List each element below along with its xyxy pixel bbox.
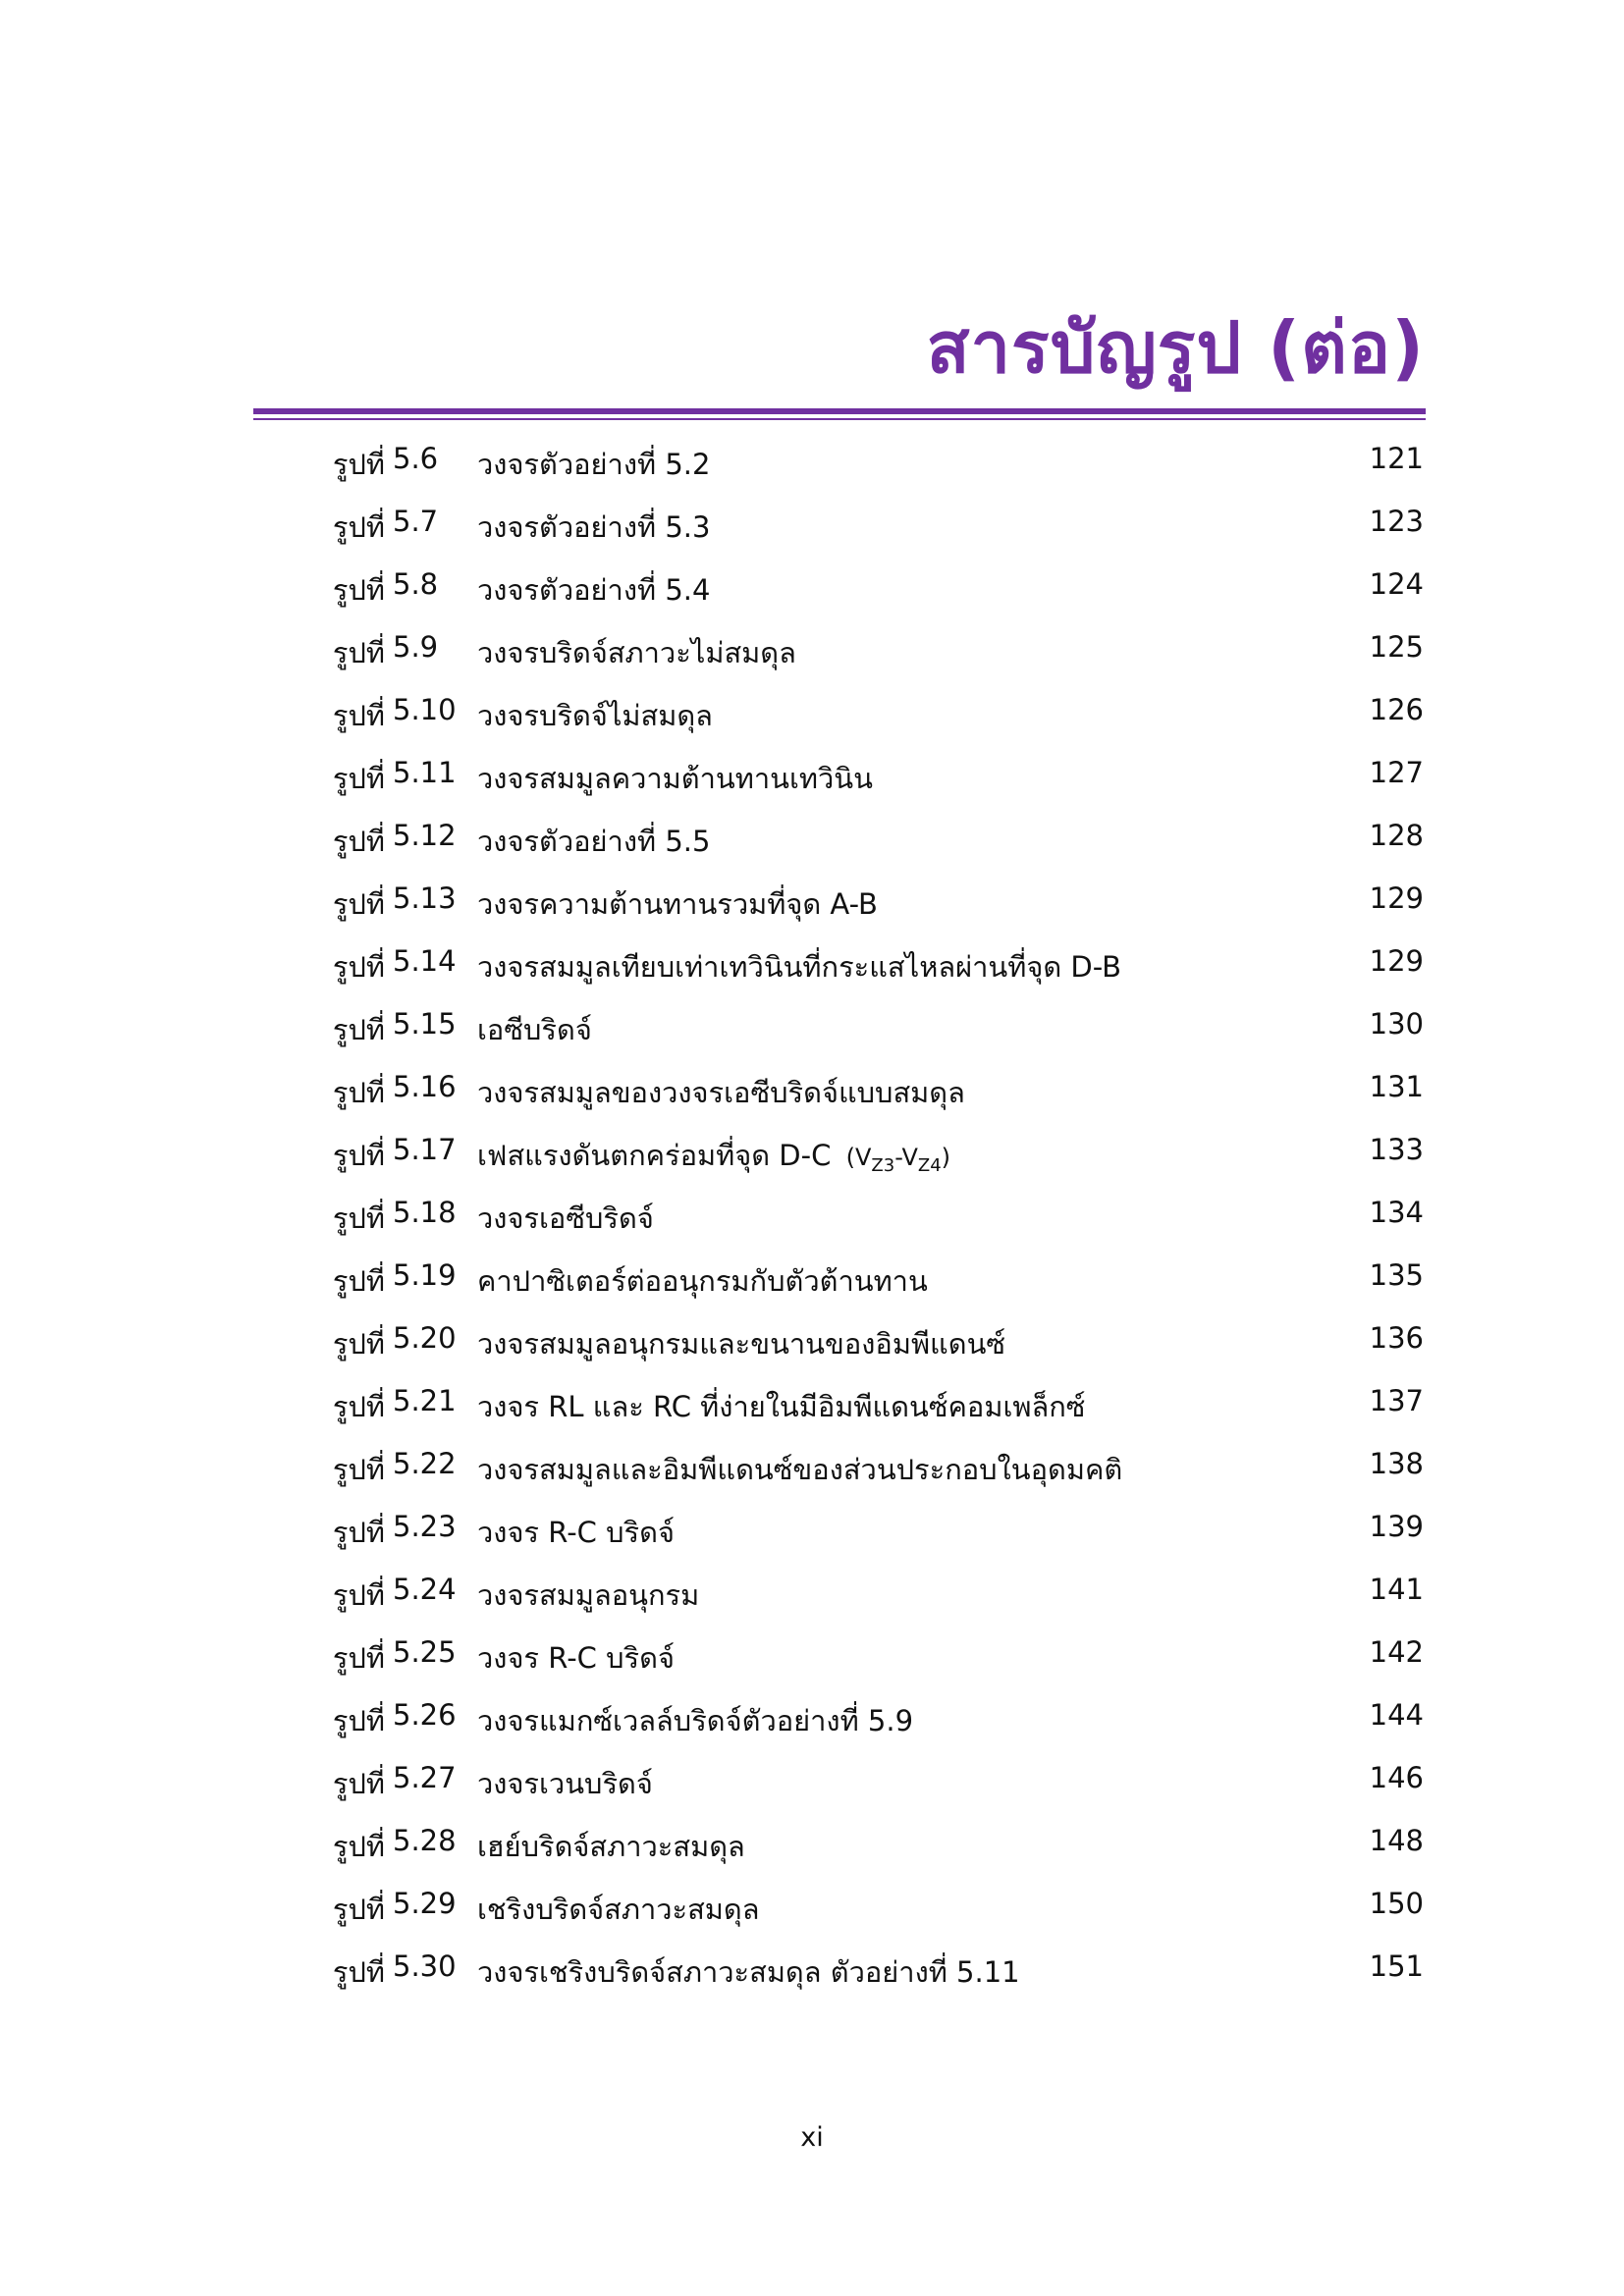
voltage-paren: ( — [831, 1144, 855, 1171]
toc-row — [0, 805, 1624, 868]
voltage-dash: - — [894, 1144, 902, 1171]
figure-caption — [477, 1698, 913, 1743]
page-ref: 134 — [1369, 1196, 1424, 1229]
voltage-v1: V — [854, 1144, 872, 1171]
figure-caption — [477, 1447, 1122, 1492]
figure-caption-text: เชริงบริดจ์สภาวะสมดุล — [477, 1893, 760, 1926]
figure-label: รูปที่ — [332, 1704, 385, 1737]
figure-label: รูปที่ — [332, 448, 385, 481]
figure-number: 5.25 — [393, 1635, 457, 1669]
toc-row — [0, 428, 1624, 491]
figure-caption-text: วงจรสมมูลและอิมพีแดนซ์ของส่วนประกอบในอุดมคติ — [477, 1453, 1123, 1486]
figure-label: รูปที่ — [332, 573, 385, 607]
figure-number: 5.9 — [393, 630, 439, 664]
toc-row — [0, 491, 1624, 554]
page-ref: 151 — [1369, 1949, 1424, 1983]
toc-row — [0, 1496, 1624, 1559]
figure-caption — [477, 944, 1121, 989]
figure-number: 5.22 — [393, 1447, 457, 1480]
figure-caption-text: วงจร R-C บริดจ์ — [477, 1516, 675, 1549]
figure-number: 5.16 — [393, 1070, 457, 1103]
figure-label: รูปที่ — [332, 1139, 385, 1172]
toc-row — [0, 742, 1624, 805]
page-number: xi — [800, 2122, 824, 2153]
figure-number: 5.12 — [393, 819, 457, 852]
figure-caption-text: วงจรสมมูลของวงจรเอซีบริดจ์แบบสมดุล — [477, 1076, 965, 1109]
page-ref: 146 — [1369, 1761, 1424, 1794]
page-ref: 138 — [1369, 1447, 1424, 1480]
figure-label: รูปที่ — [332, 699, 385, 732]
voltage-s1: Z3 — [871, 1155, 895, 1176]
figure-number: 5.23 — [393, 1510, 457, 1543]
toc-row — [0, 1119, 1624, 1182]
title-rule-thick — [253, 408, 1426, 414]
figure-number: 5.8 — [393, 567, 439, 601]
figure-number: 5.19 — [393, 1258, 457, 1292]
figure-number: 5.29 — [393, 1887, 457, 1920]
toc-row — [0, 1810, 1624, 1873]
figure-caption — [477, 756, 873, 801]
figure-label: รูปที่ — [332, 825, 385, 858]
voltage-notation — [831, 1144, 951, 1176]
toc-row — [0, 1433, 1624, 1496]
figure-label: รูปที่ — [332, 1893, 385, 1926]
toc-row — [0, 554, 1624, 616]
figure-number: 5.17 — [393, 1133, 457, 1166]
figure-caption-text: วงจรตัวอย่างที่ 5.3 — [477, 510, 711, 544]
toc-row — [0, 1370, 1624, 1433]
page-ref: 148 — [1369, 1824, 1424, 1857]
figure-number: 5.11 — [393, 756, 457, 789]
page-ref: 141 — [1369, 1573, 1424, 1606]
voltage-s2: Z4 — [917, 1155, 942, 1176]
figure-caption — [477, 1887, 760, 1932]
figure-label: รูปที่ — [332, 1013, 385, 1046]
page-ref: 135 — [1369, 1258, 1424, 1292]
figure-caption-text: วงจรเชริงบริดจ์สภาวะสมดุล ตัวอย่างที่ 5.11 — [477, 1955, 1020, 1989]
toc-row — [0, 679, 1624, 742]
figure-caption — [477, 442, 710, 487]
toc-row — [0, 1182, 1624, 1245]
page-ref: 136 — [1369, 1321, 1424, 1355]
figure-number: 5.30 — [393, 1949, 457, 1983]
figure-caption — [477, 1510, 675, 1555]
page-ref: 124 — [1369, 567, 1424, 601]
figure-caption — [477, 567, 710, 613]
toc-row — [0, 1559, 1624, 1622]
figure-number: 5.10 — [393, 693, 457, 726]
toc-row — [0, 1936, 1624, 1999]
figure-caption-text: วงจรตัวอย่างที่ 5.4 — [477, 573, 711, 607]
figure-number: 5.18 — [393, 1196, 457, 1229]
figure-caption-text: วงจรสมมูลอนุกรมและขนานของอิมพีแดนซ์ — [477, 1327, 1006, 1361]
figure-caption-text: วงจรความต้านทานรวมที่จุด A-B — [477, 887, 878, 921]
figure-caption — [477, 1384, 1086, 1429]
toc-row — [0, 616, 1624, 679]
figure-caption — [477, 693, 713, 738]
page-ref: 131 — [1369, 1070, 1424, 1103]
figure-caption — [477, 1321, 1005, 1366]
figure-caption — [477, 1824, 745, 1869]
toc-row — [0, 993, 1624, 1056]
figure-caption-text: วงจรสมมูลอนุกรม — [477, 1578, 700, 1612]
figure-caption-text: วงจร R-C บริดจ์ — [477, 1641, 675, 1675]
figure-label: รูปที่ — [332, 1264, 385, 1298]
figure-caption-text: วงจร RL และ RC ที่ง่ายในมีอิมพีแดนซ์คอมเพล็กซ์ — [477, 1390, 1086, 1423]
voltage-v2: V — [901, 1144, 918, 1171]
figure-number: 5.24 — [393, 1573, 457, 1606]
page-ref: 139 — [1369, 1510, 1424, 1543]
page-ref: 142 — [1369, 1635, 1424, 1669]
toc-row — [0, 1056, 1624, 1119]
figure-number: 5.7 — [393, 505, 439, 538]
figure-caption — [477, 1573, 699, 1618]
toc-row — [0, 1873, 1624, 1936]
figure-caption-text: เฮย์บริดจ์สภาวะสมดุล — [477, 1830, 745, 1863]
figure-caption-text: วงจรตัวอย่างที่ 5.2 — [477, 448, 711, 481]
figure-list — [0, 428, 1624, 1999]
figure-caption — [477, 1007, 592, 1052]
figure-label: รูปที่ — [332, 510, 385, 544]
voltage-paren: ) — [941, 1144, 951, 1171]
figure-number: 5.20 — [393, 1321, 457, 1355]
figure-caption-text: เฟสแรงดันตกคร่อมที่จุด D-C — [477, 1139, 832, 1172]
figure-number: 5.6 — [393, 442, 439, 475]
figure-number: 5.21 — [393, 1384, 457, 1417]
figure-number: 5.14 — [393, 944, 457, 978]
toc-row — [0, 1684, 1624, 1747]
figure-caption-text: วงจรแมกซ์เวลล์บริดจ์ตัวอย่างที่ 5.9 — [477, 1704, 914, 1737]
figure-caption — [477, 1196, 654, 1241]
figure-caption-text: วงจรเวนบริดจ์ — [477, 1767, 653, 1800]
figure-label: รูปที่ — [332, 1390, 385, 1423]
figure-caption — [477, 819, 710, 864]
figure-caption — [477, 1761, 653, 1806]
title-rule-thin — [253, 418, 1426, 420]
page-ref: 133 — [1369, 1133, 1424, 1166]
figure-label: รูปที่ — [332, 1076, 385, 1109]
figure-caption-text: วงจรสมมูลเทียบเท่าเทวินินที่กระแสไหลผ่านที่จุด D-B — [477, 950, 1122, 984]
figure-caption-text: วงจรเอซีบริดจ์ — [477, 1201, 654, 1235]
figure-caption — [477, 881, 878, 927]
figure-label: รูปที่ — [332, 1641, 385, 1675]
figure-caption — [477, 1258, 928, 1304]
figure-label: รูปที่ — [332, 636, 385, 669]
page-ref: 128 — [1369, 819, 1424, 852]
figure-caption — [477, 1635, 675, 1681]
figure-label: รูปที่ — [332, 950, 385, 984]
page-ref: 137 — [1369, 1384, 1424, 1417]
toc-row — [0, 931, 1624, 993]
toc-row — [0, 868, 1624, 931]
figure-caption-text: เอซีบริดจ์ — [477, 1013, 592, 1046]
toc-row — [0, 1308, 1624, 1370]
figure-number: 5.28 — [393, 1824, 457, 1857]
figure-label: รูปที่ — [332, 1516, 385, 1549]
figure-caption-text: วงจรตัวอย่างที่ 5.5 — [477, 825, 711, 858]
toc-row — [0, 1747, 1624, 1810]
page-ref: 130 — [1369, 1007, 1424, 1041]
figure-number: 5.15 — [393, 1007, 457, 1041]
page-ref: 126 — [1369, 693, 1424, 726]
page-ref: 150 — [1369, 1887, 1424, 1920]
figure-caption — [477, 630, 796, 675]
page-ref: 121 — [1369, 442, 1424, 475]
figure-label: รูปที่ — [332, 1578, 385, 1612]
figure-caption-text: วงจรบริดจ์ไม่สมดุล — [477, 699, 713, 732]
page-ref: 127 — [1369, 756, 1424, 789]
page-ref: 129 — [1369, 944, 1424, 978]
figure-label: รูปที่ — [332, 1327, 385, 1361]
toc-row — [0, 1622, 1624, 1684]
figure-caption — [477, 505, 710, 550]
figure-label: รูปที่ — [332, 1767, 385, 1800]
page-ref: 125 — [1369, 630, 1424, 664]
page-title: สารบัญรูป (ต่อ) — [926, 306, 1425, 389]
figure-caption-text: วงจรบริดจ์สภาวะไม่สมดุล — [477, 636, 796, 669]
figure-caption-text: วงจรสมมูลความต้านทานเทวินิน — [477, 762, 873, 795]
page-ref: 123 — [1369, 505, 1424, 538]
figure-number: 5.27 — [393, 1761, 457, 1794]
figure-label: รูปที่ — [332, 1955, 385, 1989]
toc-row — [0, 1245, 1624, 1308]
figure-caption — [477, 1070, 965, 1115]
figure-caption — [477, 1949, 1020, 1995]
figure-label: รูปที่ — [332, 887, 385, 921]
figure-label: รูปที่ — [332, 1201, 385, 1235]
page-ref: 144 — [1369, 1698, 1424, 1732]
figure-label: รูปที่ — [332, 1830, 385, 1863]
figure-label: รูปที่ — [332, 762, 385, 795]
figure-number: 5.13 — [393, 881, 457, 915]
figure-caption-text: คาปาซิเตอร์ต่ออนุกรมกับตัวต้านทาน — [477, 1264, 928, 1298]
page-ref: 129 — [1369, 881, 1424, 915]
figure-caption — [477, 1133, 950, 1178]
figure-number: 5.26 — [393, 1698, 457, 1732]
figure-label: รูปที่ — [332, 1453, 385, 1486]
